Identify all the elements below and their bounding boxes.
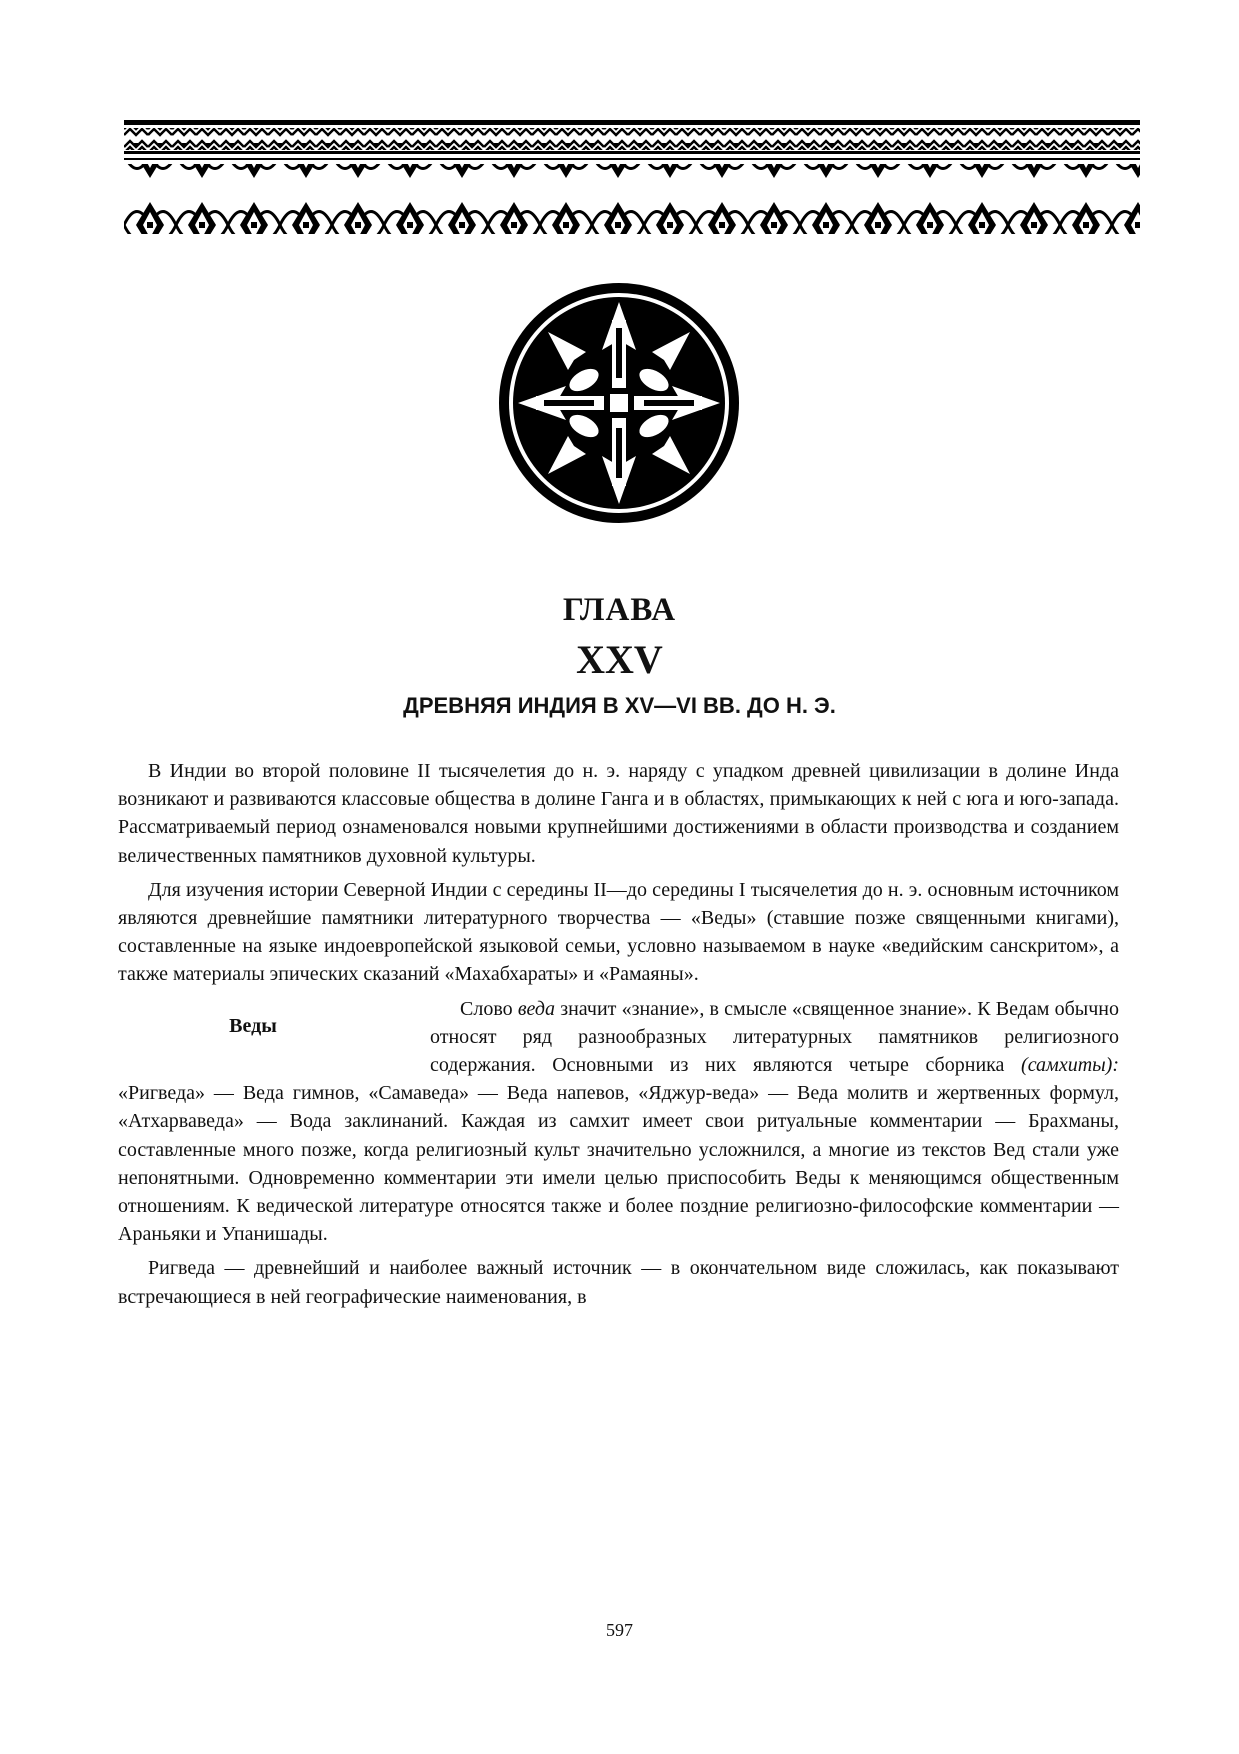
circular-ornament-icon [496,280,742,526]
emphasis-term: (самхиты): [1021,1054,1119,1077]
paragraph [118,995,1119,1249]
chapter-body [118,757,1119,1317]
page-number: 597 [606,1620,633,1640]
chapter-title: ДРЕВНЯЯ ИНДИЯ В XV—VI ВВ. ДО Н. Э. [403,693,836,718]
paragraph: В Индии во второй половине II тысячелетия до н. э. наряду с упадком древней цивилизации в долине Инда возникают и развиваются классовые общества в долине Ганга и в областях, примыкающих к ней с юга и юго-запада. Рассматриваемый период ознаменовался новыми крупнейшими достижениями в области производства и созданием величественных памятников духовной культуры. [118,760,1119,867]
paragraph: Для изучения истории Северной Индии с середины II—до середины I тысячелетия до н. э. основным источником являются древнейшие памятники литературного творчества — «Веды» (ставшие позже священными книгами), составленные на языке индоевропейской языковой семьи, условно называемом в науке «ведийским санскритом», а также материалы эпических сказаний «Махабхараты» и «Рамаяны». [118,878,1119,986]
paragraph: Ригведа — древнейший и наиболее важный источник — в окончательном виде сложилась, как показывают встречающиеся в ней географические наименования, в [118,1257,1119,1308]
emphasis-term: веда [517,997,556,1020]
section-heading-vedy: Веды [229,1014,277,1037]
paragraph-text: «Ригведа» — Веда гимнов, «Самаведа» — Веда напевов, «Яджур-веда» — Веда молитв и жертвенных формул, «Атхарваведа» — Вода заклинаний. Каждая из самхит имеет свои ритуальные комментарии — Брахманы, составленные много позже, когда религиозный культ значительно усложнился, а многие из текстов Вед стали уже непонятными. Одновременно комментарии эти имели целью приспособить Веды к меняющимся общественным отношениям. К ведической литературе относятся также и более поздние религиозно-философские комментарии — Араньяки и Упанишады. [118,1082,1119,1246]
chapter-number: XXV [576,637,663,682]
chapter-label: ГЛАВА [562,592,677,628]
paragraph-text: значит «знание», в смысле «священное знание». К Ведам обычно относят ряд разнообразных литературных памятников религиозного содержания. Основными из них являются четыре сборника [430,997,1119,1077]
paragraph-text: Слово [460,997,518,1020]
ornamental-border-icon [124,120,1140,238]
